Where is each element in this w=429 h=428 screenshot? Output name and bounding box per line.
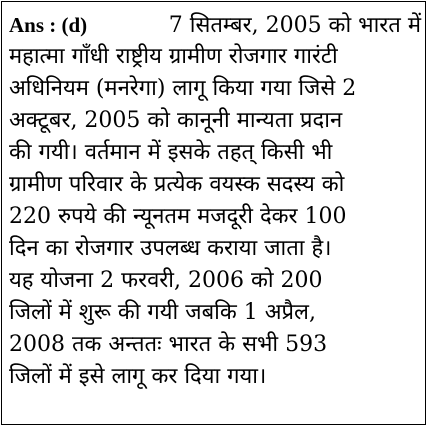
answer-line-text: दिन का रोजगार उपलब्ध कराया जाता है। [9,236,332,261]
answer-line-text: यह योजना 2 फरवरी, 2006 को 200 [9,268,323,293]
answer-line-2 [9,41,421,73]
answer-line-1 [9,9,421,41]
answer-line-3 [9,73,421,105]
answer-line-6 [9,169,421,201]
answer-line-5 [9,137,421,169]
answer-line-4 [9,105,421,137]
answer-line-text: ग्रामीण परिवार के प्रत्येक वयस्क सदस्य को [9,172,345,197]
answer-line-text: अधिनियम (मनरेगा) लागू किया गया जिसे 2 [9,76,357,101]
answer-line-text: जिलों में शुरू की गयी जबकि 1 अप्रैल, [9,300,316,325]
answer-line-text: 220 रुपये की न्यूनतम मजदूरी देकर 100 [9,204,347,229]
answer-label: Ans : (d) [9,13,88,37]
answer-line-9 [9,265,421,297]
answer-line-text: अक्टूबर, 2005 को कानूनी मान्यता प्रदान [9,108,343,133]
answer-line-text: 2008 तक अन्ततः भारत के सभी 593 [9,332,328,357]
answer-line-8 [9,233,421,265]
answer-line-text: 7 सितम्बर, 2005 को भारत में [168,13,421,38]
answer-line-11 [9,329,421,361]
answer-line-7 [9,201,421,233]
answer-line-text: महात्मा गाँधी राष्ट्रीय ग्रामीण रोजगार गारंटी [9,44,338,69]
answer-box [1,1,426,425]
answer-text [9,9,421,393]
answer-line-12 [9,361,421,393]
answer-line-text: जिलों में इसे लागू कर दिया गया। [9,364,267,389]
answer-line-text: की गयी। वर्तमान में इसके तहत् किसी भी [9,140,333,165]
answer-line-10 [9,297,421,329]
